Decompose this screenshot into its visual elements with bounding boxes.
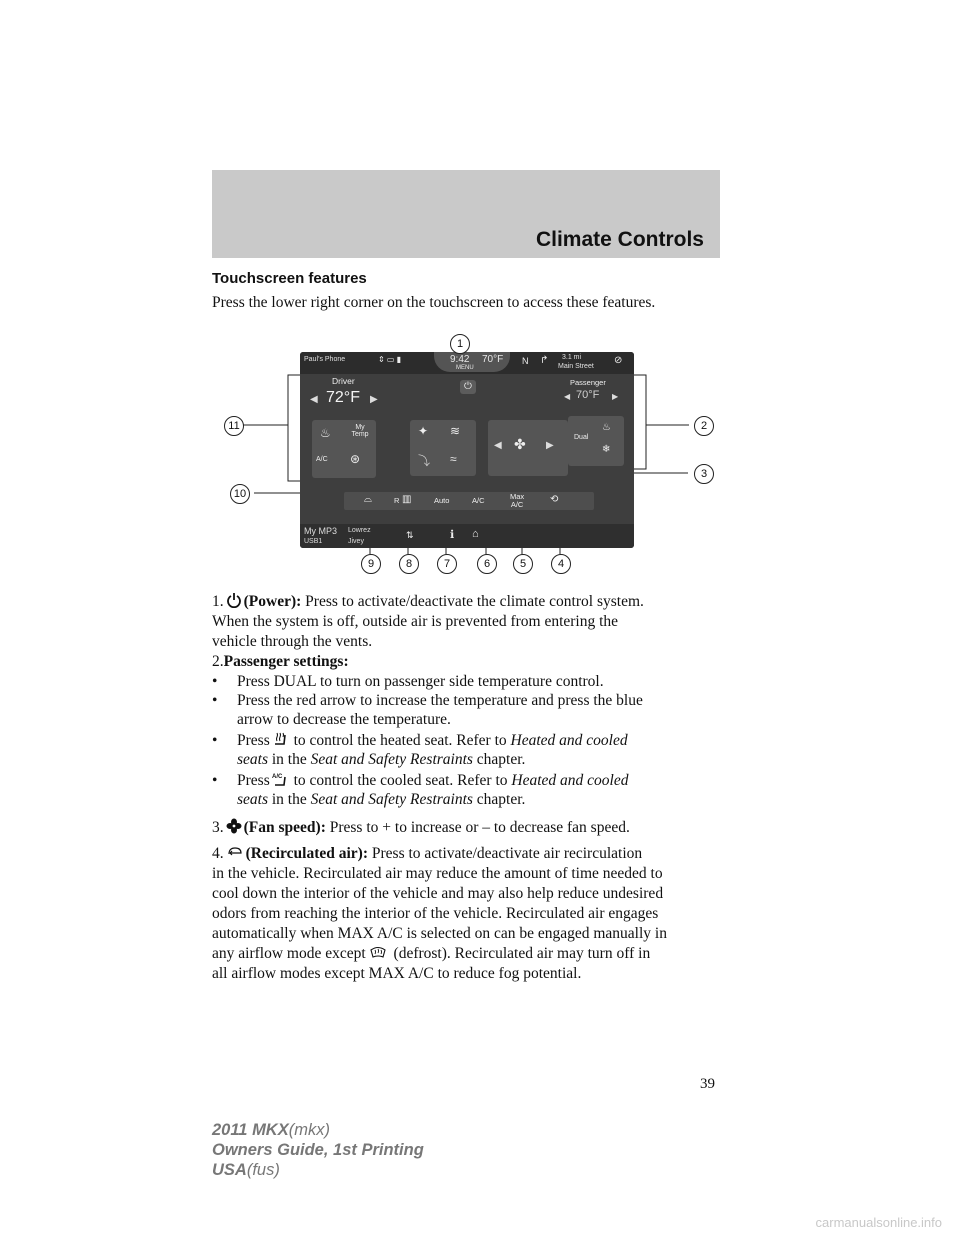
- ac-button[interactable]: A/C: [472, 496, 485, 505]
- item-1-text-2: When the system is off, outside air is prevented from entering the: [212, 613, 619, 630]
- fan-increase-button[interactable]: ▶: [546, 440, 554, 451]
- press-label: Press: [237, 732, 270, 749]
- chapter-title: Climate Controls: [535, 228, 704, 251]
- in-the-text: in the: [268, 751, 311, 768]
- touchscreen-figure: [222, 326, 722, 582]
- phone-status-icons: ⇕ ▭ ▮: [378, 355, 402, 364]
- callout-2: 2: [694, 416, 714, 436]
- airflow-floor-defrost-icon[interactable]: ≈: [450, 452, 457, 466]
- item-2-number: 2.: [212, 653, 224, 670]
- item-1-text-3: vehicle through the vents.: [212, 633, 373, 650]
- page-number: 39: [700, 1076, 715, 1092]
- menu-label: MENU: [456, 365, 474, 371]
- item-4-text-6b: (defrost). Recirculated air may turn off in: [389, 945, 651, 962]
- in-the-text: in the: [268, 791, 311, 808]
- passenger-temp-up-arrow[interactable]: ▶: [612, 392, 619, 401]
- item-1-title: (Power):: [243, 593, 302, 610]
- chapter-word: chapter.: [472, 751, 526, 768]
- bullet-heated-seat-text: to control the heated seat. Refer to: [289, 732, 511, 749]
- airflow-floor-icon[interactable]: ⤵: [418, 454, 431, 468]
- outside-temp: 70°F: [482, 354, 504, 365]
- steering-wheel-heat-icon[interactable]: ⊛: [350, 452, 361, 466]
- callout-4: 4: [551, 554, 571, 574]
- bullet-dual: • Press DUAL to turn on passenger side temperature control.: [212, 672, 722, 691]
- bullet-cooled-seat: • Press A/C to control the cooled seat. Refer to Heated and cooled seats in the Seat and Safety Restraints chapter.: [212, 772, 629, 808]
- phone-label: Paul’s Phone: [304, 356, 346, 363]
- touchscreen-display: [300, 352, 634, 548]
- turn-arrow-icon: ↱: [540, 355, 549, 366]
- compass-icon: N: [522, 356, 529, 366]
- item-4-recirculated-air: [212, 844, 722, 984]
- item-4-text-2: in the vehicle. Recirculated air may reduce the amount of time needed to: [212, 865, 663, 882]
- airflow-panel-icon[interactable]: ≋: [450, 424, 461, 438]
- footer-guide: Owners Guide, 1st Printing: [212, 1141, 424, 1159]
- chapter-header-band: [212, 170, 720, 258]
- bullet-arrows: • Press the red arrow to increase the temperature and press the blue arrow to decrease the temperature.: [212, 692, 643, 728]
- defrost-icon: [368, 944, 388, 960]
- max-ac-button[interactable]: Max A/C: [510, 492, 525, 509]
- item-1-number: 1.: [212, 593, 224, 610]
- callout-6: 6: [477, 554, 497, 574]
- media-artist-2: Jivey: [348, 538, 364, 545]
- bullet-arrows-text-1: Press the red arrow to increase the temperature and press the blue: [237, 692, 643, 709]
- fan-icon: ✤: [514, 436, 526, 452]
- bullet-dual-text: Press DUAL to turn on passenger side temperature control.: [237, 673, 604, 690]
- passenger-label: Passenger: [570, 378, 606, 387]
- svg-text:A/C: A/C: [271, 774, 283, 780]
- driver-cooled-seat-label[interactable]: A/C: [316, 456, 328, 463]
- recirculation-icon: [226, 844, 244, 860]
- footer-region: USA: [212, 1161, 247, 1179]
- nav-distance: 3.1 mi: [562, 354, 582, 361]
- driver-temp-down-arrow[interactable]: ◀: [310, 394, 318, 405]
- footer-model-code: (mkx): [288, 1121, 330, 1139]
- item-4-text-4: odors from reaching the interior of the vehicle. Recirculated air engages: [212, 905, 659, 922]
- chapter-ref: Seat and Safety Restraints: [310, 791, 473, 808]
- home-icon[interactable]: ⌂: [472, 528, 479, 540]
- front-defrost-icon[interactable]: ⌓: [364, 494, 372, 505]
- passenger-temp-down-arrow[interactable]: ◀: [564, 392, 571, 401]
- item-3-number: 3.: [212, 819, 224, 836]
- chapter-word: chapter.: [472, 791, 526, 808]
- item-1-power: [212, 592, 722, 652]
- item-3-title: (Fan speed):: [243, 819, 326, 836]
- heated-seat-icon: [272, 731, 288, 747]
- bullet-arrows-text-2: arrow to decrease the temperature.: [237, 711, 451, 728]
- callout-7: 7: [437, 554, 457, 574]
- media-artist-1: Lowrez: [348, 527, 371, 534]
- fan-icon: [226, 818, 242, 834]
- fan-decrease-button[interactable]: ◀: [494, 440, 502, 451]
- item-2-title: Passenger settings:: [223, 653, 349, 670]
- driver-label: Driver: [332, 376, 355, 386]
- seats-ref: seats: [237, 751, 268, 768]
- item-1-text: Press to activate/deactivate the climate control system.: [301, 593, 644, 610]
- rear-defrost-icon[interactable]: ▥: [402, 494, 412, 505]
- item-4-text-1: Press to activate/deactivate air recirculation: [368, 845, 643, 862]
- passenger-seat-panel: [568, 416, 624, 466]
- heated-cooled-ref: Heated and cooled: [510, 732, 628, 749]
- chapter-ref: Seat and Safety Restraints: [310, 751, 473, 768]
- item-4-number: 4.: [212, 845, 224, 862]
- seats-ref: seats: [237, 791, 268, 808]
- callout-3: 3: [694, 464, 714, 484]
- power-icon: [226, 592, 242, 608]
- heated-cooled-ref: Heated and cooled: [511, 772, 629, 789]
- item-3-text: Press to + to increase or – to decrease fan speed.: [325, 819, 630, 836]
- callout-11: 11: [224, 416, 244, 436]
- passenger-heated-seat-icon[interactable]: ♨: [602, 422, 611, 433]
- media-controls-icon[interactable]: ⇅: [406, 530, 414, 540]
- auto-button[interactable]: Auto: [434, 496, 450, 505]
- item-4-text-5: automatically when MAX A/C is selected on can be engaged manually in: [212, 925, 667, 942]
- airflow-windshield-icon[interactable]: ✦: [418, 424, 429, 438]
- item-3-fan-speed: [212, 818, 722, 838]
- callout-5: 5: [513, 554, 533, 574]
- item-4-text-3: cool down the interior of the vehicle and may also help reduce undesired: [212, 885, 664, 902]
- callout-10: 10: [230, 484, 250, 504]
- callout-9: 9: [361, 554, 381, 574]
- recirculation-icon[interactable]: ⟲: [550, 494, 559, 505]
- nav-street: Main Street: [558, 363, 594, 370]
- rear-defrost-button[interactable]: R: [394, 496, 400, 505]
- item-4-title: (Recirculated air):: [245, 845, 368, 862]
- bullet-cooled-seat-text: to control the cooled seat. Refer to: [289, 772, 512, 789]
- media-usb: USB1: [304, 538, 323, 545]
- footer-model: 2011 MKX: [212, 1121, 289, 1139]
- item-4-text-7: all airflow modes except MAX A/C to reduce fog potential.: [212, 965, 582, 982]
- driver-heated-seat-icon[interactable]: ♨: [320, 426, 331, 440]
- item-2-heading: [212, 652, 722, 672]
- cooled-seat-icon: [272, 771, 288, 787]
- dual-button[interactable]: Dual: [574, 434, 589, 441]
- callout-8: 8: [399, 554, 419, 574]
- clock: 9:42: [450, 354, 470, 365]
- passenger-cooled-seat-icon[interactable]: ❄: [602, 444, 611, 455]
- press-label: Press: [237, 772, 270, 789]
- bullet-heated-seat: • Press to control the heated seat. Refer to Heated and cooled seats in the Seat and Safety Restraints chapter.: [212, 732, 628, 768]
- footer-region-code: (fus): [246, 1161, 280, 1179]
- driver-temp-up-arrow[interactable]: ▶: [370, 394, 378, 405]
- item-4-text-6a: any airflow mode except: [212, 945, 366, 962]
- intro-paragraph: Press the lower right corner on the touchscreen to access these features.: [212, 294, 656, 311]
- climate-shortcut-icon[interactable]: ⊘: [614, 355, 623, 366]
- passenger-temp: 70°F: [576, 389, 600, 401]
- driver-temp: 72°F: [326, 389, 360, 406]
- info-icon[interactable]: ℹ: [450, 529, 455, 541]
- my-temp-button[interactable]: My Temp: [351, 424, 369, 438]
- section-heading: Touchscreen features: [212, 270, 367, 287]
- footer: [212, 1120, 424, 1180]
- watermark: carmanualsonline.info: [815, 1215, 942, 1230]
- callout-1: 1: [450, 334, 470, 354]
- power-button[interactable]: ⏻: [460, 380, 476, 394]
- media-source: My MP3: [304, 526, 338, 536]
